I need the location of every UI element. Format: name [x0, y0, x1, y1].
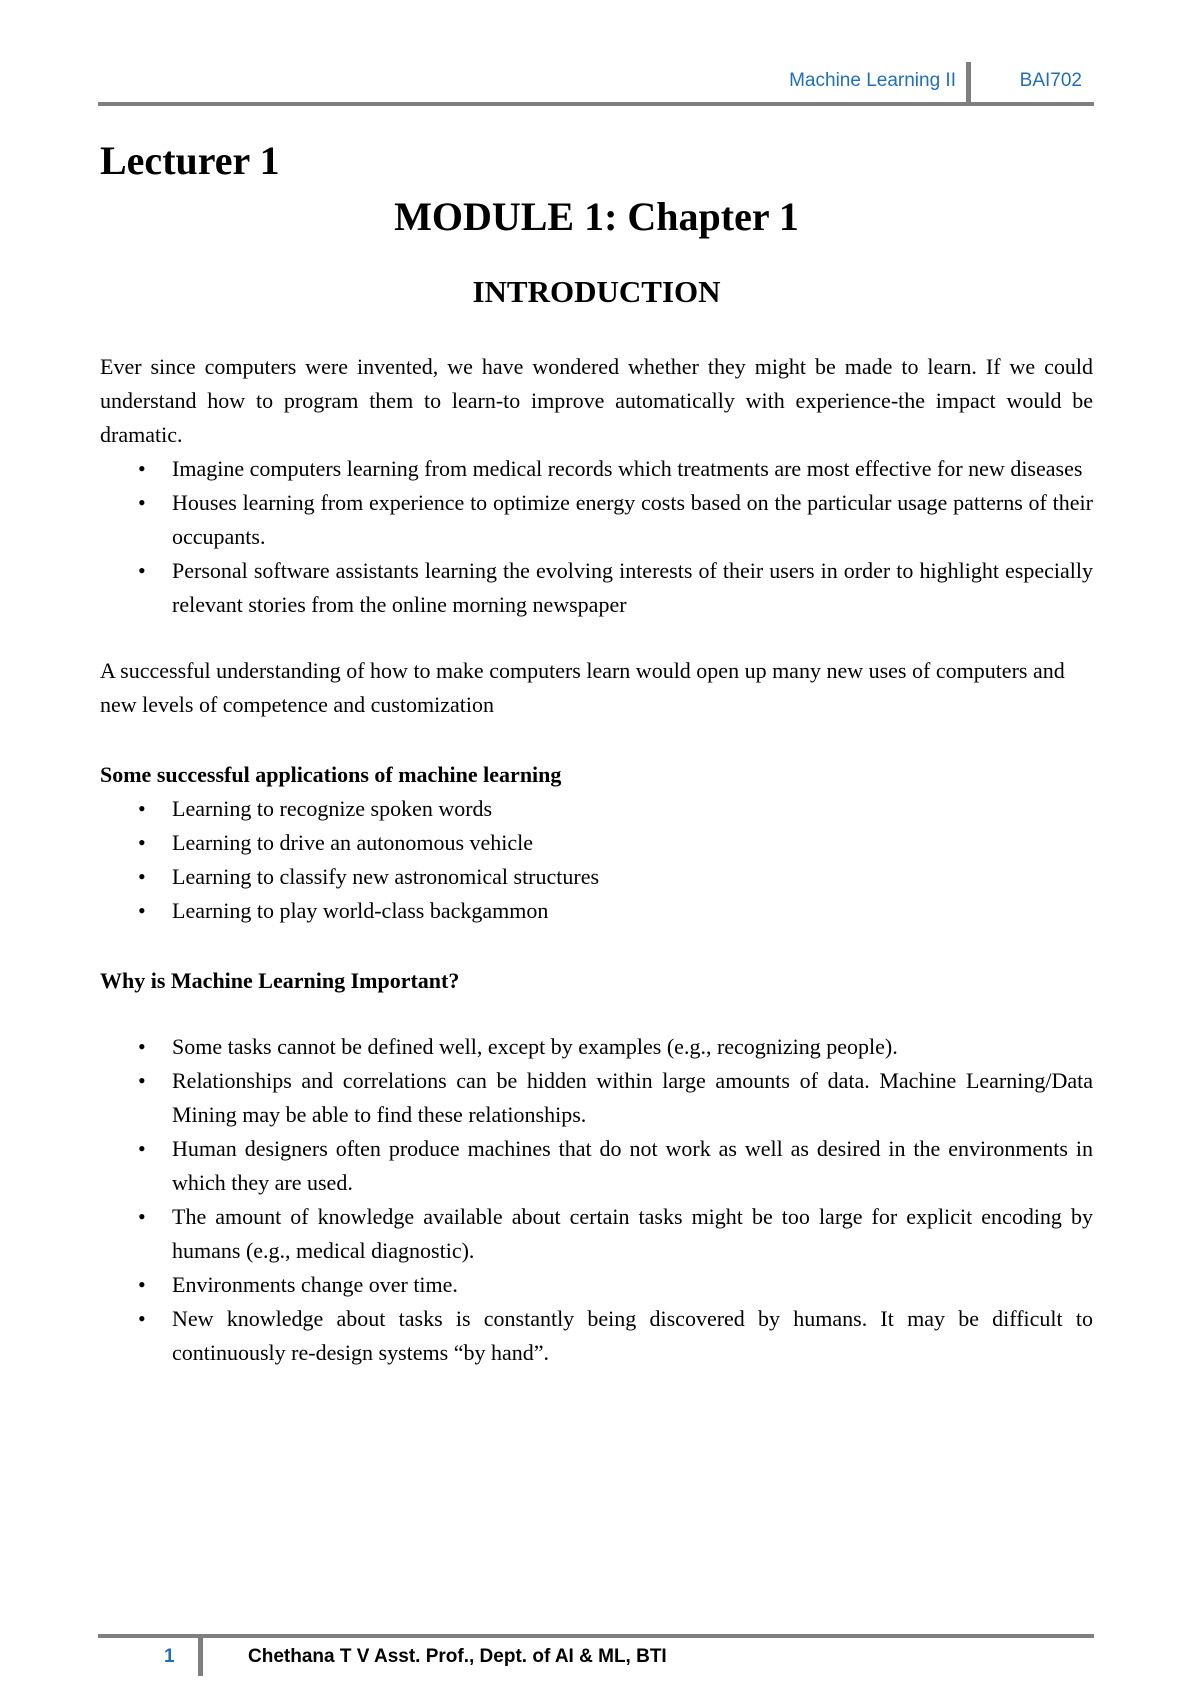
list-item-text: Personal software assistants learning the evolving interests of their users in order to highlight especially relevant stories from the online morning newspaper	[172, 558, 1093, 617]
list-item-text: Learning to recognize spoken words	[172, 796, 493, 821]
intro-bullet-list	[100, 452, 1093, 622]
list-item-text: Human designers often produce machines that do not work as well as desired in the environments in which they are used.	[172, 1136, 1093, 1195]
bullet-icon: •	[138, 864, 146, 889]
why-bullet-list	[100, 1030, 1093, 1370]
list-item	[138, 792, 1093, 826]
list-item	[138, 894, 1093, 928]
intro-paragraph: Ever since computers were invented, we have wondered whether they might be made to learn. If we could understand how to program them to learn-to improve automatically with experience-the impact would be dramatic.	[100, 354, 1093, 447]
page-number: 1	[164, 1646, 175, 1667]
footer-rule	[98, 1634, 1094, 1638]
list-item	[138, 860, 1093, 894]
bullet-icon: •	[138, 1068, 146, 1093]
bullet-icon: •	[138, 1034, 146, 1059]
page-header	[98, 62, 1094, 102]
list-item	[138, 486, 1093, 554]
bullet-icon: •	[138, 1204, 146, 1229]
list-item-text: Relationships and correlations can be hidden within large amounts of data. Machine Learning/Data Mining may be able to find these relationships.	[172, 1068, 1093, 1127]
footer-separator	[198, 1638, 203, 1676]
list-item	[138, 554, 1093, 622]
bullet-icon: •	[138, 490, 146, 515]
bullet-icon: •	[138, 796, 146, 821]
page-footer	[98, 1634, 1094, 1684]
applications-list	[100, 792, 1093, 928]
list-item	[138, 1268, 1093, 1302]
bullet-icon: •	[138, 898, 146, 923]
bullet-icon: •	[138, 558, 146, 583]
author-credit: Chethana T V Asst. Prof., Dept. of AI & ML, BTI	[248, 1646, 667, 1667]
bullet-icon: •	[138, 1136, 146, 1161]
list-item	[138, 826, 1093, 860]
bullet-icon: •	[138, 456, 146, 481]
course-title: Machine Learning II	[789, 70, 956, 91]
applications-heading: Some successful applications of machine learning	[100, 762, 562, 787]
list-item-text: Learning to drive an autonomous vehicle	[172, 830, 534, 855]
bullet-icon: •	[138, 830, 146, 855]
module-title: MODULE 1: Chapter 1	[394, 194, 799, 239]
list-item	[138, 1132, 1093, 1200]
list-item-text: Learning to classify new astronomical structures	[172, 864, 600, 889]
list-item	[138, 1302, 1093, 1370]
list-item	[138, 1200, 1093, 1268]
list-item-text: Houses learning from experience to optimize energy costs based on the particular usage patterns of their occupants.	[172, 490, 1093, 549]
list-item-text: New knowledge about tasks is constantly being discovered by humans. It may be difficult to continuously re-design systems “by hand”.	[172, 1306, 1093, 1365]
page-content	[100, 130, 1093, 1370]
course-code: BAI702	[1019, 70, 1082, 91]
why-heading: Why is Machine Learning Important?	[100, 968, 460, 993]
introduction-heading: INTRODUCTION	[472, 274, 721, 309]
list-item	[138, 1030, 1093, 1064]
bullet-icon: •	[138, 1272, 146, 1297]
list-item-text: Some tasks cannot be defined well, except by examples (e.g., recognizing people).	[172, 1034, 898, 1059]
bullet-icon: •	[138, 1306, 146, 1331]
list-item-text: Learning to play world-class backgammon	[172, 898, 549, 923]
list-item-text: The amount of knowledge available about certain tasks might be too large for explicit encoding by humans (e.g., medical diagnostic).	[172, 1204, 1093, 1263]
header-rule	[98, 102, 1094, 106]
list-item	[138, 1064, 1093, 1132]
list-item-text: Environments change over time.	[172, 1272, 458, 1297]
success-paragraph: A successful understanding of how to make computers learn would open up many new uses of computers and new levels of competence and customization	[100, 658, 1065, 717]
list-item	[138, 452, 1093, 486]
header-separator	[966, 62, 971, 104]
list-item-text: Imagine computers learning from medical records which treatments are most effective for new diseases	[172, 456, 1083, 481]
lecturer-heading: Lecturer 1	[100, 138, 280, 183]
